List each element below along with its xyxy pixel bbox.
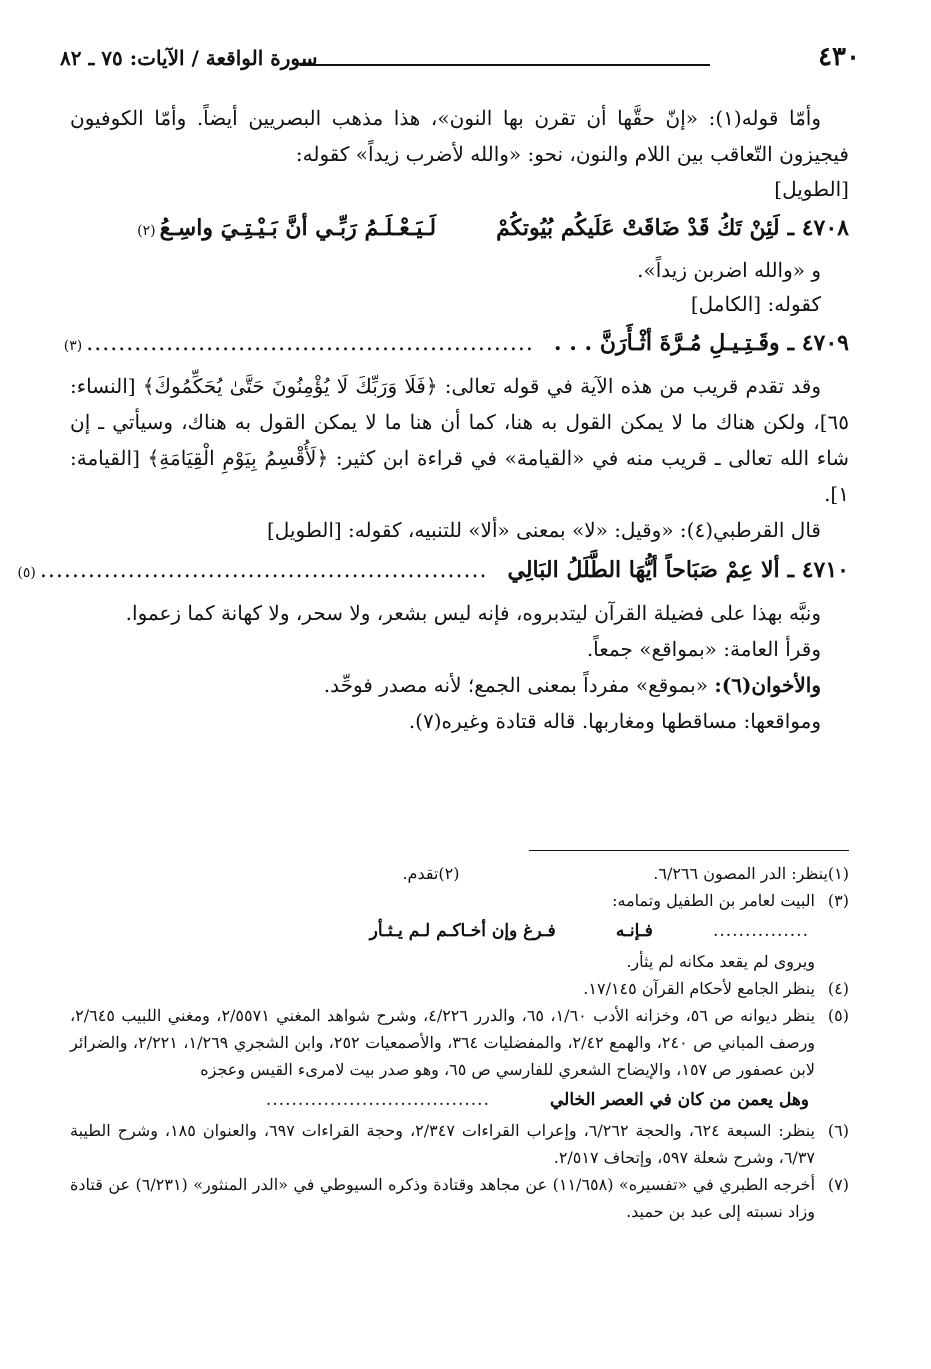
footnote-text: ينظر ديوانه ص ٥٦، وخزانه الأدب ١/٦٠، ٦٥، والدرر ٤/٢٢٦، وشرح شواهد المغني ٢/٥٥٧١، ومغني اللبيب ٢/٦٤٥، ورصف المباني ص ٢٤٠، والهمع ٢/٤٢، والمفضليات ٣٦٤، والأصمعيات ٢٥٢، وابن الشجري ١/٢٦٩، ٢/٢٢١، والضرائر لابن عصفور ص ١٥٧، والإيضاح الشعري للفارسي ص ٦٥، وهو صدر بيت لامرىء القيس وعجزه	[70, 1006, 816, 1079]
footnote-2	[70, 860, 460, 887]
main-text	[17, 100, 850, 739]
verse-first-hemistich: لَئِنْ تَكُ قَدْ ضَاقَتْ عَلَيكُم بُيُوتكُمْ	[496, 215, 780, 241]
verse-dots: ........................................................	[86, 331, 534, 356]
footnote-number: (٦)	[827, 1121, 849, 1140]
footnote-number: (٣)	[827, 891, 849, 910]
verse-number: ٤٧٠٨ ـ	[787, 215, 849, 241]
footnote-6	[70, 1117, 849, 1171]
paragraph-1: وأمّا قوله(١): «إنّ حقَّها أن تقرن بها النون»، هذا مذهب البصريين أيضاً. وأمّا الكوفيون فيجيزون التّعاقب بين اللام والنون، نحو: «والله لأضرب زيداً» كقوله:	[70, 106, 849, 166]
verse-4709	[63, 323, 849, 366]
footnote-number: (٥)	[827, 1006, 849, 1025]
bold-lead: والأخوان(٦):	[714, 673, 821, 697]
paragraph-6-text: «بموقع» مفرداً بمعنى الجمع؛ لأنه مصدر فوحِّد.	[323, 673, 708, 697]
text-line: كقوله: [الكامل]	[690, 292, 821, 316]
footnote-ref: (٥)	[17, 565, 36, 581]
verse-dots: ...............	[712, 921, 809, 941]
verse-second-hemistich: فـرغ وإن أخـاكـم لـم يـثـأر	[369, 921, 556, 941]
verse-first-hemistich: ألا عِمْ صَبَاحاً أيُّهَا الطَّلَلُ البَالِي	[507, 557, 780, 583]
footnote-7	[70, 1171, 849, 1225]
meter-label: [الطويل]	[774, 177, 849, 201]
paragraph-3: قال القرطبي(٤): «وقيل: «لا» بمعنى «ألا» للتنبيه، كقوله: [الطويل]	[266, 518, 821, 542]
footnote-number: (١)	[827, 864, 849, 883]
header-rule	[300, 64, 710, 66]
footnote-verse	[70, 914, 849, 948]
footnotes	[70, 860, 849, 1225]
text-line: و «والله اضربن زيداً».	[637, 258, 821, 282]
verse-4710	[17, 550, 849, 593]
footnote-4	[70, 975, 849, 1002]
footnote-number: (٧)	[827, 1175, 849, 1194]
verse-number: ٤٧١٠ ـ	[787, 557, 849, 583]
footnote-1	[460, 860, 850, 887]
paragraph-6	[70, 667, 849, 703]
paragraph-7: ومواقعها: مساقطها ومغاربها. قاله قتادة وغيره(٧).	[408, 709, 821, 733]
verse-dots: ........................................................	[39, 558, 488, 583]
verse-first-hemistich: وهل يعمن من كان في العصر الخالي	[550, 1090, 809, 1110]
footnote-3	[70, 887, 849, 914]
verse-first-hemistich: وقَـتِـيـلِ مُـرَّةَ أثْـأَرَنَّ . . .	[553, 330, 780, 356]
footnote-row	[70, 860, 849, 887]
paragraph-5: وقرأ العامة: «بمواقع» جمعاً.	[586, 637, 821, 661]
footnote-5	[70, 1002, 849, 1083]
footnote-text: البيت لعامر بن الطفيل وتمامه:	[612, 891, 815, 910]
footnote-text: ينظر: الدر المصون ٦/٢٦٦.	[653, 864, 828, 883]
page-number: ٤٣٠	[818, 42, 860, 72]
verse-dots: ...................................	[265, 1090, 490, 1110]
footnote-ref: (٣)	[63, 338, 83, 354]
footnote-verse	[70, 1083, 849, 1117]
footnote-number: (٤)	[827, 979, 849, 998]
footnote-number: (٢)	[438, 864, 460, 883]
footnote-ref: (٢)	[137, 223, 156, 239]
footnote-separator	[529, 850, 849, 851]
page-header	[60, 40, 860, 80]
verse-number: ٤٧٠٩ ـ	[787, 330, 849, 356]
verse-4708	[70, 208, 849, 251]
footnote-text: ينظر: السبعة ٦٢٤، والحجة ٦/٢٦٢، وإعراب القراءات ٢/٣٤٧، وحجة القراءات ٦٩٧، والعنوان ١٨٥، وشرح الطيبة ٦/٣٧، وشرح شعلة ٥٩٧، وإتحاف ٢/٥١٧.	[70, 1121, 815, 1167]
paragraph-4: ونبَّه بهذا على فضيلة القرآن ليتدبروه، فإنه ليس بشعر، ولا سحر، ولا كهانة كما زعموا.	[125, 601, 821, 625]
paragraph-2: وقد تقدم قريب من هذه الآية في قوله تعالى: ﴿فَلَا وَرَبِّكَ لَا يُؤْمِنُونَ حَتَّىٰ يُحَكِّمُوكَ﴾ [النساء: ٦٥]، ولكن هناك ما لا يمكن القول به هنا، كما أن هنا ما لا يمكن القول به هناك، وسيأتي ـ إن شاء الله تعالى ـ قريب منه في «القيامة» في قراءة ابن كثير: ﴿لَأُقْسِمُ بِيَوْمِ الْقِيَامَةِ﴾ [القيامة: ١].	[70, 374, 850, 506]
footnote-note: ويروى لم يقعد مكانه لم يثأر.	[626, 952, 815, 971]
footnote-text: أخرجه الطبري في «تفسيره» (١١/٦٥٨) عن مجاهد وقتادة وذكره السيوطي في «الدر المنثور» (٦/٢٣١) عن قتادة وزاد نسبته إلى عبد بن حميد.	[70, 1175, 816, 1221]
running-title: سورة الواقعة / الآيات: ٧٥ ـ ٨٢	[60, 46, 318, 70]
verse-second-hemistich: لَـيَـعْـلَـمُ رَبِّـي أنَّ بَـيْـتِـيَ واسِـعُ	[159, 215, 437, 241]
verse-first-hemistich: فـإنـه	[615, 921, 653, 941]
footnote-text: تقدم.	[402, 864, 439, 883]
footnote-text: ينظر الجامع لأحكام القرآن ١٧/١٤٥.	[583, 979, 815, 998]
